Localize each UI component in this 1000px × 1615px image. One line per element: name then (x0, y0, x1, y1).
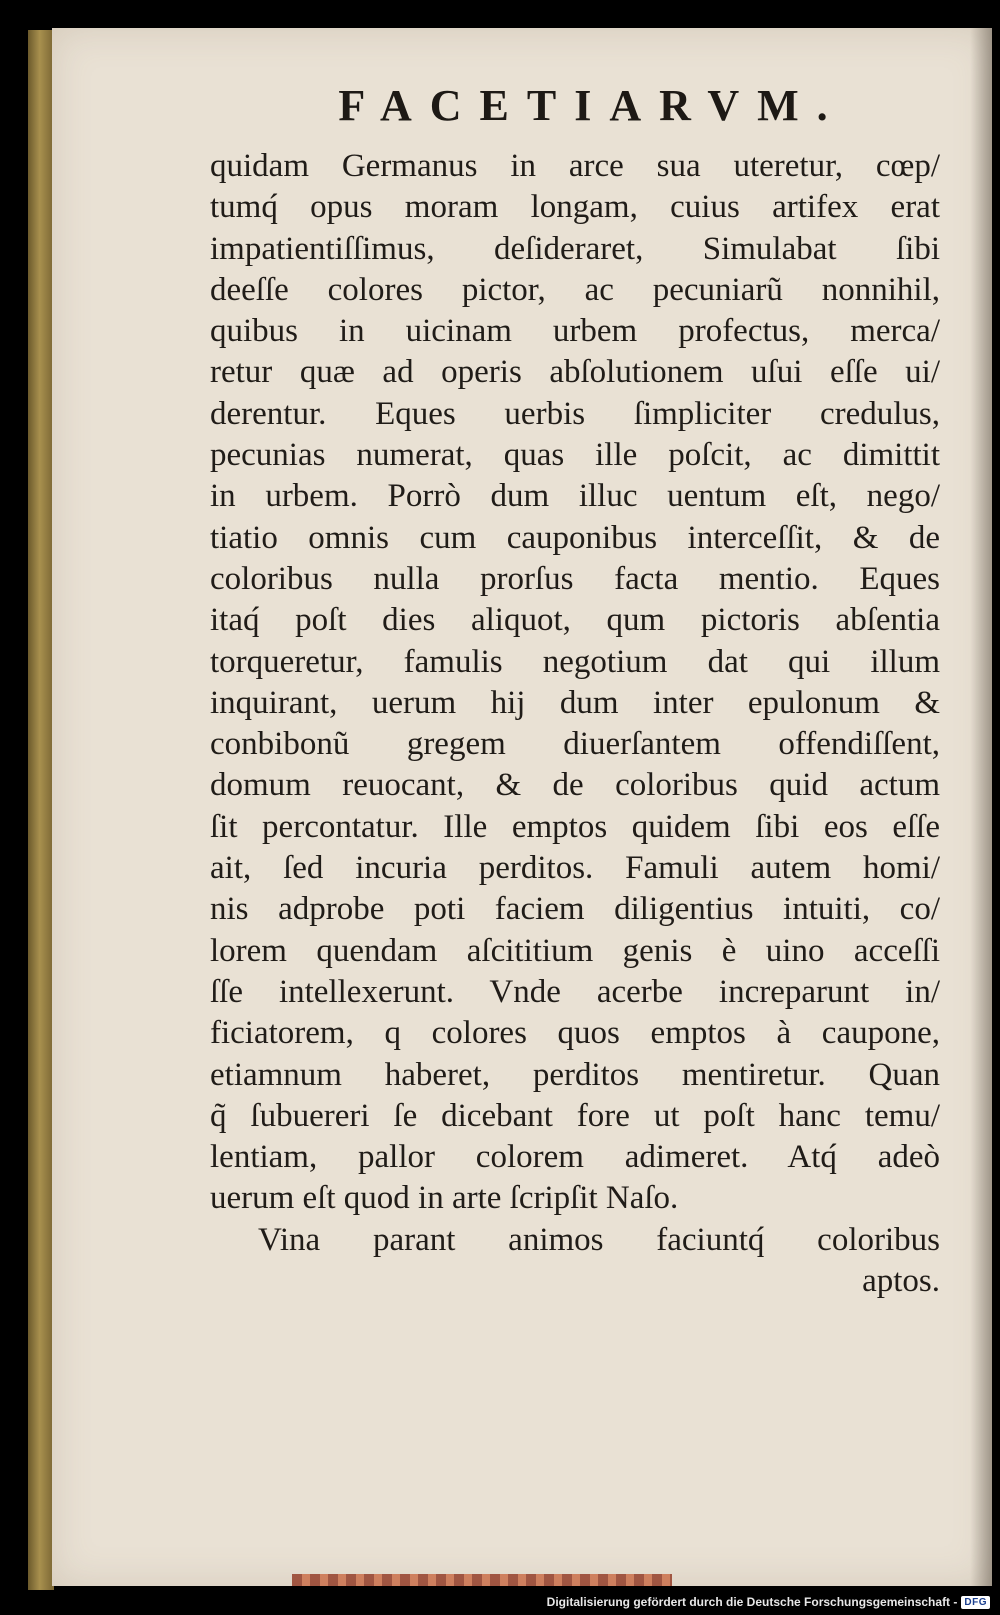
text-line: quidam Germanus in arce sua uteretur, cœp/ (210, 148, 940, 184)
text-line: tumq́ opus moram longam, cuius artifex erat (210, 189, 940, 226)
text-line: ſit percontatur. Ille emptos quidem ſibi eos eſſe (210, 808, 940, 845)
book-page (52, 28, 992, 1586)
text-line: derentur. Eques uerbis ſimpliciter credulus, (210, 395, 940, 432)
dfg-logo: DFG (961, 1596, 990, 1609)
text-line: ficiatorem, q colores quos emptos à caupone, (210, 1015, 940, 1052)
text-line: torqueretur, famulis negotium dat qui illum (210, 643, 940, 680)
text-line: conbibonũ gregem diuerſantem offendiſſent, (210, 726, 940, 763)
verse-quote-line: Vina parant animos faciuntq́ coloribus (258, 1221, 940, 1258)
text-line: domum reuocant, & de coloribus quid actum (210, 767, 940, 804)
body-text (210, 146, 940, 1302)
text-line: nis adprobe poti faciem diligentius intuiti, co/ (210, 891, 940, 928)
digitization-footer (547, 1591, 990, 1613)
text-line: ſſe intellexerunt. Vnde acerbe increparunt in/ (210, 973, 940, 1010)
text-line: etiamnum haberet, perditos mentiretur. Quan (210, 1056, 940, 1093)
text-line: ait, ſed incuria perditos. Famuli autem homi/ (210, 850, 940, 887)
text-line: pecunias numerat, quas ille poſcit, ac dimittit (210, 437, 940, 474)
text-line: retur quæ ad operis abſolutionem uſui eſſe ui/ (210, 354, 940, 391)
book-spine-edge (28, 30, 54, 1590)
page-gutter-shadow (970, 28, 992, 1586)
running-header: FACETIARVM. (338, 81, 846, 130)
text-line: uerum eſt quod in arte ſcripſit Naſo. (210, 1180, 679, 1217)
text-line: q̃ ſubuereri ſe dicebant fore ut poſt hanc temu/ (210, 1097, 940, 1134)
text-line: quibus in uicinam urbem profectus, merca/ (210, 313, 940, 350)
text-line: lorem quendam aſcititium genis è uino acceſſi (210, 932, 940, 969)
text-line: impatientiſſimus, deſideraret, Simulabat ſibi (210, 230, 940, 267)
text-line: itaq́ poſt dies aliquot, qum pictoris abſentia (210, 602, 940, 639)
footer-credit: Digitalisierung gefördert durch die Deutsche Forschungsgemeinschaft - (546, 1595, 958, 1609)
page-bottom-edge-mark (292, 1574, 672, 1586)
text-line: inquirant, uerum hij dum inter epulonum & (210, 684, 940, 721)
text-line: in urbem. Porrò dum illuc uentum eſt, nego/ (210, 478, 940, 515)
verse-quote-end: aptos. (862, 1263, 940, 1300)
text-line: deeſſe colores pictor, ac pecuniarũ nonnihil, (210, 271, 940, 308)
text-line: tiatio omnis cum cauponibus interceſſit, & de (210, 519, 940, 556)
text-line: lentiam, pallor colorem adimeret. Atq́ adeò (210, 1139, 940, 1176)
text-line: coloribus nulla prorſus facta mentio. Eques (210, 560, 940, 597)
